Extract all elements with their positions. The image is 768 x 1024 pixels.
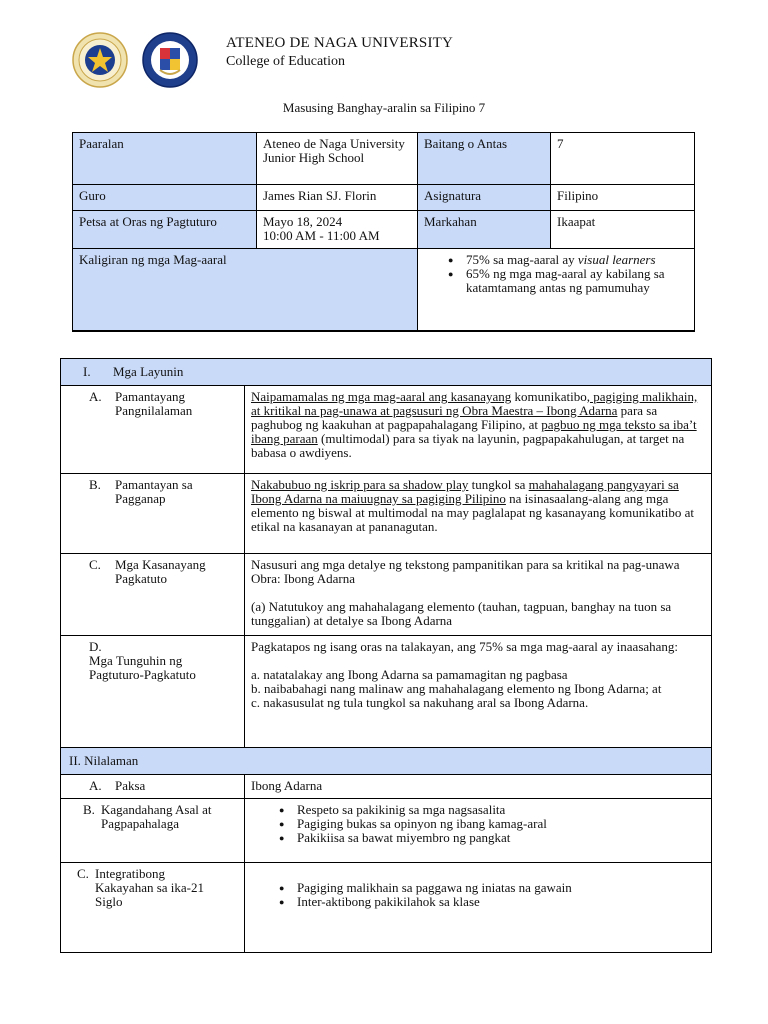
table-row [61, 775, 712, 799]
list-item: ● Pagiging malikhain sa paggawa ng iniatas na gawain [279, 881, 705, 895]
kaligiran-item: ● 65% ng mga mag-aaral ay kabilang sa katamtamang antas ng pamumuhay [448, 267, 688, 295]
table-row [61, 636, 712, 748]
section-nilalaman: II. Nilalaman [61, 748, 712, 775]
baitang-value: 7 [551, 133, 695, 185]
list-item: ● Pagiging bukas sa opinyon ng ibang kamag-aral [279, 817, 705, 831]
pamantayang-pangnilalaman-text: Naipamamalas ng mga mag-aaral ang kasanayang komunikatibo, pagiging malikhain, at kritikal na pag-unawa at pagsusuri ng Obra Maestra – Ibong Adarna para sa paghubog ng kaakuhan at pagpapahalagang Filipino, at pagbuo ng mga teksto sa iba’t ibang paraan (multimodal) para sa tiyak na layunin, pagpapakahulugan, at target na babasa o awdiyens. [245, 386, 712, 474]
table-row [61, 359, 712, 386]
college-name: College of Education [226, 54, 345, 69]
table-row [61, 474, 712, 554]
asignatura-value: Filipino [551, 185, 695, 211]
letterhead [72, 32, 672, 88]
mga-tunguhin-text: Pagkatapos ng isang oras na talakayan, ang 75% sa mga mag-aaral ay inaasahang: a. natatalakay ang Ibong Adarna sa pamamagitan ng pagbasa b. naibabahagi nang malinaw ang mahahalagang elemento ng Ibong Adarna; at c. nakasusulat ng tula tungkol sa nakuhang aral sa Ibong Adarna. [245, 636, 712, 748]
kagandahang-asal-list [245, 799, 712, 863]
list-item: ● Inter-aktibong pakikilahok sa klase [279, 895, 705, 909]
paaralan-label: Paaralan [73, 133, 257, 185]
petsa-label: Petsa at Oras ng Pagtuturo [73, 211, 257, 249]
table-row [73, 133, 695, 185]
petsa-date: Mayo 18, 2024 [263, 214, 343, 229]
table-row [61, 863, 712, 953]
kaligiran-value [418, 249, 695, 331]
ateneo-college-of-education-seal-icon [142, 32, 198, 88]
guro-value: James Rian SJ. Florin [257, 185, 418, 211]
deped-region-seal-icon [72, 32, 128, 88]
document-title: Masusing Banghay-aralin sa Filipino 7 [282, 100, 486, 115]
table-row [61, 554, 712, 636]
petsa-value [257, 211, 418, 249]
row-label-mga-kasanayang-pagkatuto: C. Mga Kasanayang Pagkatuto [61, 554, 245, 636]
table-row [61, 748, 712, 775]
pamantayan-sa-pagganap-text: Nakabubuo ng iskrip para sa shadow play tungkol sa mahahalagang pangyayari sa Ibong Adarna na maiuugnay sa pagiging Pilipino na isinasaalang-alang ang mga elemento ng biswal at multimodal na may paglalapat ng kasanayang komunikatibo at etikal na kasanayan at pananagutan. [245, 474, 712, 554]
row-label-mga-tunguhin: D.Mga Tunguhin ng Pagtuturo-Pagkatuto [61, 636, 245, 748]
lesson-info-table [72, 132, 695, 332]
kaligiran-label: Kaligiran ng mga Mag-aaral [73, 249, 418, 331]
table-row [61, 799, 712, 863]
section-mga-layunin: I. Mga Layunin [61, 359, 712, 386]
guro-label: Guro [73, 185, 257, 211]
row-label-kagandahang-asal: B. Kagandahang Asal at Pagpapahalaga [61, 799, 245, 863]
asignatura-label: Asignatura [418, 185, 551, 211]
table-row [73, 211, 695, 249]
petsa-time: 10:00 AM - 11:00 AM [263, 228, 380, 243]
row-label-paksa: A. Paksa [61, 775, 245, 799]
list-item: ● Respeto sa pakikinig sa mga nagsasalita [279, 803, 705, 817]
paksa-value: Ibong Adarna [245, 775, 712, 799]
integratibong-kakayahan-list [245, 863, 712, 953]
markahan-label: Markahan [418, 211, 551, 249]
table-row [73, 185, 695, 211]
lesson-plan-table [60, 358, 712, 953]
row-label-pamantayan-sa-pagganap: B. Pamantayan sa Pagganap [61, 474, 245, 554]
paaralan-value: Ateneo de Naga University Junior High School [257, 133, 418, 185]
markahan-value: Ikaapat [551, 211, 695, 249]
mga-kasanayang-pagkatuto-text: Nasusuri ang mga detalye ng tekstong pampanitikan para sa kritikal na pag-unawa Obra: Ibong Adarna (a) Natutukoy ang mahahalagang elemento (tauhan, tagpuan, banghay na tuon sa tunggalian) at detalye sa Ibong Adarna [245, 554, 712, 636]
list-item: ● Pakikiisa sa bawat miyembro ng pangkat [279, 831, 705, 845]
table-row [73, 249, 695, 331]
table-row [61, 386, 712, 474]
baitang-label: Baitang o Antas [418, 133, 551, 185]
university-name: ATENEO DE NAGA UNIVERSITY [226, 35, 454, 51]
kaligiran-item: ● 75% sa mag-aaral ay visual learners [448, 253, 688, 267]
row-label-pamantayang-pangnilalaman: A. Pamantayang Pangnilalaman [61, 386, 245, 474]
row-label-integratibong-kakayahan: C. Integratibong Kakayahan sa ika-21 Siglo [61, 863, 245, 953]
